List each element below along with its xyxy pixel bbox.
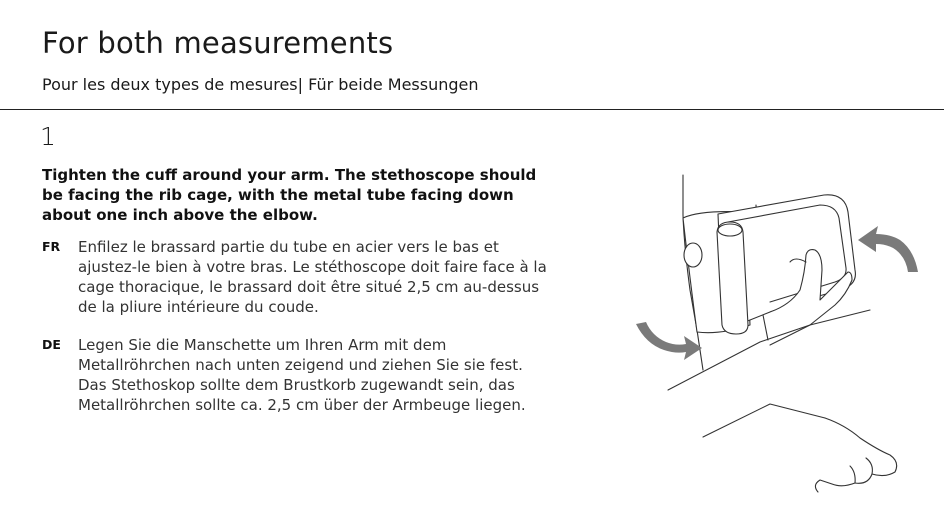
page-subtitle: Pour les deux types de mesures| Für beide Messungen: [42, 75, 479, 94]
arm-cuff-illustration-icon: [620, 150, 920, 500]
lower-hand: [815, 418, 896, 492]
metal-tube-cap: [718, 224, 742, 236]
forearm-bottom: [703, 404, 825, 437]
translation-de: [42, 335, 552, 415]
step-number: 1: [40, 122, 56, 151]
instruction-de: Legen Sie die Manschette um Ihren Arm mit dem Metallröhrchen nach unten zeigend und ziehen Sie sie fest. Das Stethoskop sollte dem Brustkorb zugewandt sein, das Metallröhrchen sollte ca. 2,5 cm über der Armbeuge liegen.: [78, 336, 526, 414]
step-instruction-en: Tighten the cuff around your arm. The stethoscope should be facing the rib cage, with the metal tube facing down about one inch above the elbow.: [42, 166, 537, 224]
language-code-fr: FR: [42, 239, 61, 254]
translation-fr: [42, 237, 552, 317]
metal-tube: [717, 222, 748, 334]
page-title: For both measurements: [42, 26, 394, 60]
arrow-left-icon: [636, 322, 702, 360]
arrow-right-icon: [858, 226, 918, 272]
stethoscope-button: [684, 243, 702, 267]
header-divider: [0, 109, 944, 110]
instruction-fr: Enfilez le brassard partie du tube en acier vers le bas et ajustez-le bien à votre bras. Le stéthoscope doit faire face à la cage thoracique, le brassard doit être situé 2,5 cm au-dessus de la pliure intérieure du coude.: [78, 238, 547, 316]
language-code-de: DE: [42, 337, 61, 352]
